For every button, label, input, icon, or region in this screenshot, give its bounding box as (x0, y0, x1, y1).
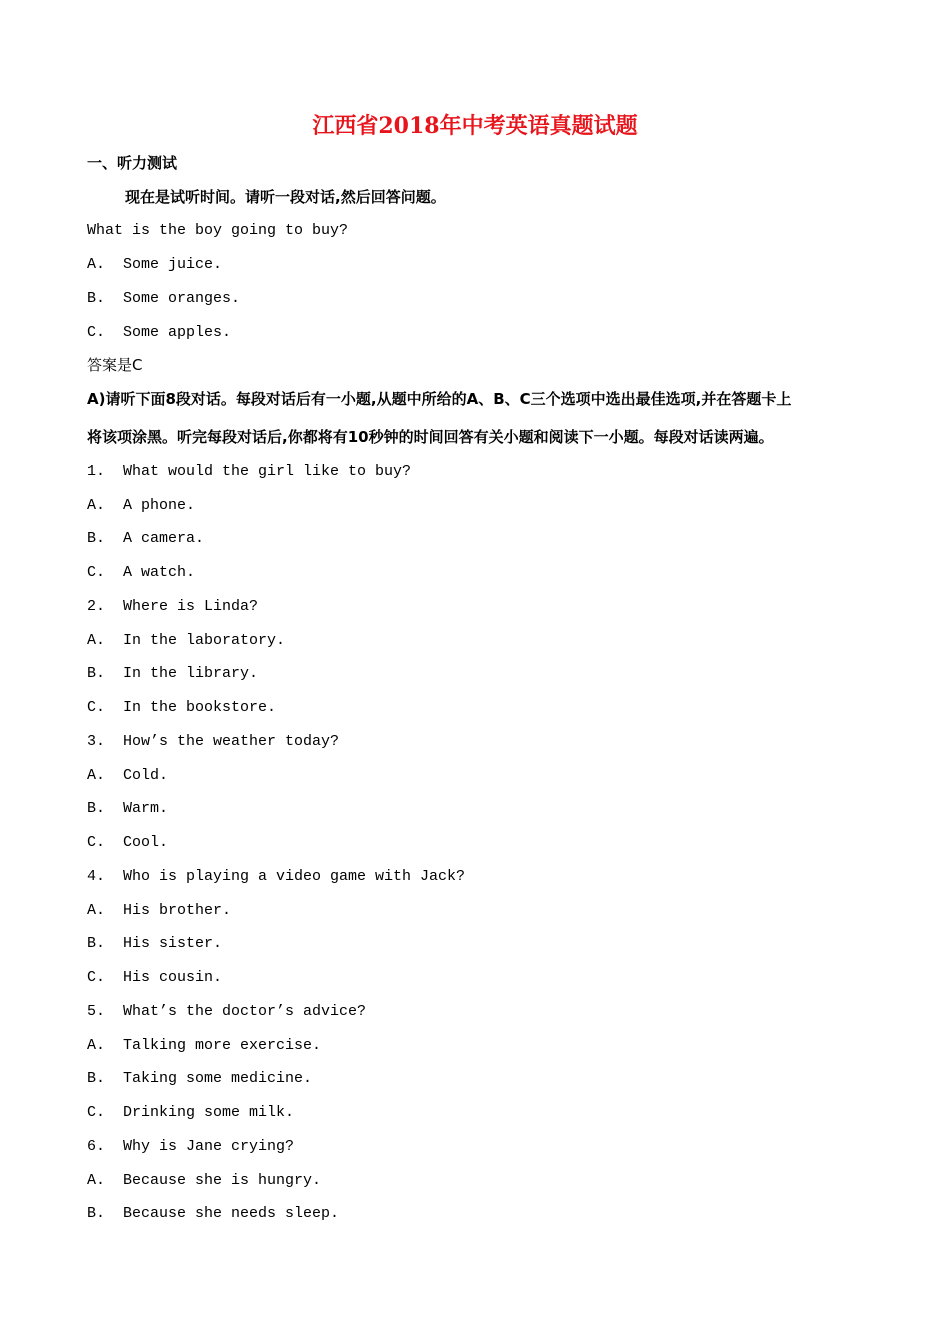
question-option: A. Talking more exercise. (87, 1037, 322, 1054)
trial-option: C. Some apples. (87, 324, 232, 341)
question-option: B. Because she needs sleep. (87, 1205, 340, 1222)
question-option: A. His brother. (87, 902, 232, 919)
question-text: 5. What’s the doctor’s advice? (87, 1003, 367, 1020)
trial-answer: 答案是C (87, 356, 143, 374)
question-text: 4. Who is playing a video game with Jack? (87, 868, 466, 885)
part-a-instruction-line1: A)请听下面8段对话。每段对话后有一小题,从题中所给的A、B、C三个选项中选出最佳选项,并在答题卡上 (87, 390, 792, 408)
question-text: 2. Where is Linda? (87, 598, 259, 615)
question-option: B. His sister. (87, 935, 223, 952)
trial-option: B. Some oranges. (87, 290, 241, 307)
question-option: A. A phone. (87, 497, 196, 514)
question-option: C. His cousin. (87, 969, 223, 986)
question-option: A. Because she is hungry. (87, 1172, 322, 1189)
question-option: B. A camera. (87, 530, 205, 547)
question-option: C. Cool. (87, 834, 169, 851)
question-text: 1. What would the girl like to buy? (87, 463, 412, 480)
question-option: C. Drinking some milk. (87, 1104, 295, 1121)
trial-question: What is the boy going to buy? (87, 222, 349, 239)
question-option: B. Taking some medicine. (87, 1070, 313, 1087)
trial-note: 现在是试听时间。请听一段对话,然后回答问题。 (125, 188, 446, 206)
trial-option: A. Some juice. (87, 256, 223, 273)
question-option: C. In the bookstore. (87, 699, 277, 716)
question-option: A. Cold. (87, 767, 169, 784)
section-heading: 一、听力测试 (87, 154, 178, 172)
question-text: 3. How’s the weather today? (87, 733, 340, 750)
question-text: 6. Why is Jane crying? (87, 1138, 295, 1155)
part-a-instruction-line2: 将该项涂黑。听完每段对话后,你都将有10秒钟的时间回答有关小题和阅读下一小题。每段对话读两遍。 (87, 428, 774, 446)
question-option: B. Warm. (87, 800, 169, 817)
question-option: A. In the laboratory. (87, 632, 286, 649)
page-title: 江西省2018年中考英语真题试题 (312, 113, 638, 139)
question-option: B. In the library. (87, 665, 259, 682)
question-option: C. A watch. (87, 564, 196, 581)
